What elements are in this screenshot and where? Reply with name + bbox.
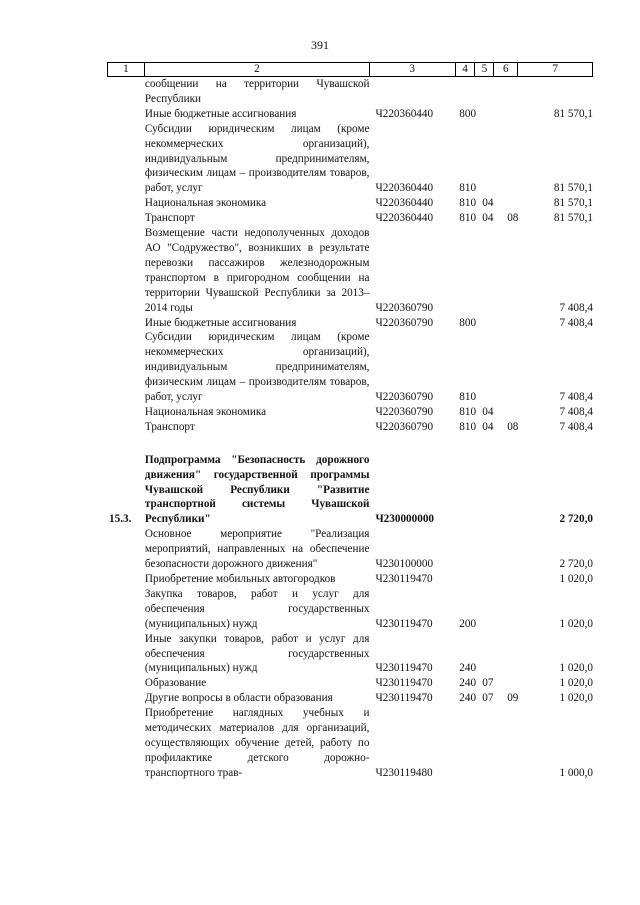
row-sum: 7 408,4 xyxy=(559,405,593,418)
row-sum: 1 020,0 xyxy=(559,662,593,675)
row-sum: 81 570,1 xyxy=(553,107,593,120)
table-row xyxy=(107,632,593,677)
row-code: Ч220360790 xyxy=(375,405,434,418)
row-expense-type: 810 xyxy=(459,182,477,195)
row-sum: 7 408,4 xyxy=(559,420,593,433)
row-code: Ч230100000 xyxy=(375,558,434,571)
row-expense-type: 810 xyxy=(459,212,477,225)
header-col-4: 4 xyxy=(456,63,476,76)
row-code: Ч230119480 xyxy=(375,766,433,779)
row-code: Ч230119470 xyxy=(375,573,433,585)
row-sum: 1 020,0 xyxy=(559,677,593,690)
header-col-1: 1 xyxy=(108,63,145,76)
table-row xyxy=(107,405,593,420)
row-code: Ч220360790 xyxy=(375,301,434,314)
section-gap xyxy=(107,435,593,453)
row-expense-type: 810 xyxy=(459,391,477,404)
row-section: 04 xyxy=(482,212,494,225)
table-row xyxy=(107,572,593,587)
row-code: Ч220360790 xyxy=(375,391,434,404)
row-expense-type: 810 xyxy=(459,405,477,418)
row-name: Транспорт xyxy=(144,420,195,433)
table-header-row xyxy=(107,62,593,77)
row-section: 07 xyxy=(482,677,494,690)
row-code: Ч220360440 xyxy=(375,212,434,225)
row-name: Основное мероприятие "Реализация мероприятий, направленных на обеспечение безопасности дорожного движения" xyxy=(144,528,370,571)
row-name: Приобретение мобильных автогородков xyxy=(144,573,336,585)
table-row xyxy=(107,122,593,197)
row-sum: 1 020,0 xyxy=(559,692,593,705)
row-name: Образование xyxy=(144,677,207,690)
row-section: 04 xyxy=(482,405,494,418)
row-section: 04 xyxy=(482,420,494,433)
row-sum: 2 720,0 xyxy=(559,513,593,526)
page-number: 391 xyxy=(311,38,329,52)
row-expense-type: 200 xyxy=(459,617,477,630)
row-name: Иные закупки товаров, работ и услуг для обеспечения государственных (муниципальных) нужд xyxy=(144,632,370,675)
row-sum: 1 020,0 xyxy=(559,617,593,630)
row-code: Ч220360790 xyxy=(375,420,434,433)
header-col-6: 6 xyxy=(494,63,518,76)
row-sum: 7 408,4 xyxy=(559,301,593,314)
row-name: Субсидии юридическим лицам (кроме некоммерческих организаций), индивидуальным предпринимателям, физическим лицам – производителям товаров, работ, услуг xyxy=(144,331,370,404)
row-section: 07 xyxy=(482,692,494,705)
row-code: Ч220360440 xyxy=(375,197,434,210)
table-row xyxy=(107,420,593,435)
row-sum: 81 570,1 xyxy=(553,212,593,225)
table-row xyxy=(107,316,593,331)
row-name: Подпрограмма "Безопасность дорожного движения" государственной программы Чувашской Республики "Развитие транспортной системы Чувашской Республики" xyxy=(144,453,370,526)
table-row xyxy=(107,330,593,405)
row-sum: 1 020,0 xyxy=(559,573,593,585)
table-row xyxy=(107,77,593,107)
row-sum: 7 408,4 xyxy=(559,316,593,329)
row-expense-type: 240 xyxy=(459,677,477,690)
row-expense-type: 240 xyxy=(459,662,477,675)
row-name: Иные бюджетные ассигнования xyxy=(144,107,297,120)
table-row xyxy=(107,676,593,691)
row-subsection: 08 xyxy=(507,420,519,433)
table-row xyxy=(107,453,593,528)
row-name: Приобретение наглядных учебных и методических материалов для организаций, осуществляющих обучение детей, работу по профилактике детского дорожно-транспортного трав- xyxy=(144,707,370,779)
row-sum: 2 720,0 xyxy=(559,558,593,571)
row-sum: 81 570,1 xyxy=(553,182,593,195)
row-expense-type: 810 xyxy=(459,197,477,210)
row-expense-type: 800 xyxy=(459,316,477,329)
table-row xyxy=(107,587,593,632)
row-expense-type: 800 xyxy=(459,107,477,120)
table-row xyxy=(107,211,593,226)
row-name: Возмещение части недополученных доходов АО "Содружество", возникших в результате перевозки пассажиров железнодорожным транспортом в пригородном сообщении на территории Чувашской Республики за 2013–2014 годы xyxy=(144,227,370,314)
row-sum: 81 570,1 xyxy=(553,197,593,210)
table-row xyxy=(107,706,593,781)
table-row xyxy=(107,196,593,211)
header-col-2: 2 xyxy=(145,63,370,76)
row-number: 15.3. xyxy=(109,513,132,526)
table-row xyxy=(107,527,593,572)
table-body xyxy=(107,77,593,781)
header-col-5: 5 xyxy=(475,63,494,76)
row-code: Ч230000000 xyxy=(375,513,435,526)
row-code: Ч230119470 xyxy=(375,662,433,675)
row-code: Ч220360790 xyxy=(375,316,434,329)
row-expense-type: 240 xyxy=(459,692,477,705)
row-name: Национальная экономика xyxy=(144,197,267,210)
row-name: Транспорт xyxy=(144,212,195,225)
row-expense-type: 810 xyxy=(459,420,477,433)
header-col-3: 3 xyxy=(370,63,456,76)
row-name: Национальная экономика xyxy=(144,405,267,418)
row-code: Ч220360440 xyxy=(375,107,434,120)
row-name: Другие вопросы в области образования xyxy=(144,692,333,705)
row-subsection: 08 xyxy=(507,212,519,225)
row-code: Ч230119470 xyxy=(375,677,433,690)
table-row xyxy=(107,226,593,315)
table-row xyxy=(107,107,593,122)
row-sum: 1 000,0 xyxy=(559,766,593,779)
row-name: Иные бюджетные ассигнования xyxy=(144,316,297,329)
row-code: Ч220360440 xyxy=(375,182,434,195)
row-sum: 7 408,4 xyxy=(559,391,593,404)
row-name: Закупка товаров, работ и услуг для обеспечения государственных (муниципальных) нужд xyxy=(144,587,370,630)
budget-table xyxy=(107,62,593,781)
row-section: 04 xyxy=(482,197,494,210)
row-name: Субсидии юридическим лицам (кроме некоммерческих организаций), индивидуальным предпринимателям, физическим лицам – производителям товаров, работ, услуг xyxy=(144,122,370,195)
row-name: сообщении на территории Чувашской Республики xyxy=(144,78,370,105)
row-code: Ч230119470 xyxy=(375,617,433,630)
row-subsection: 09 xyxy=(507,692,519,705)
header-col-7: 7 xyxy=(552,63,558,75)
row-code: Ч230119470 xyxy=(375,692,433,705)
table-row xyxy=(107,691,593,706)
